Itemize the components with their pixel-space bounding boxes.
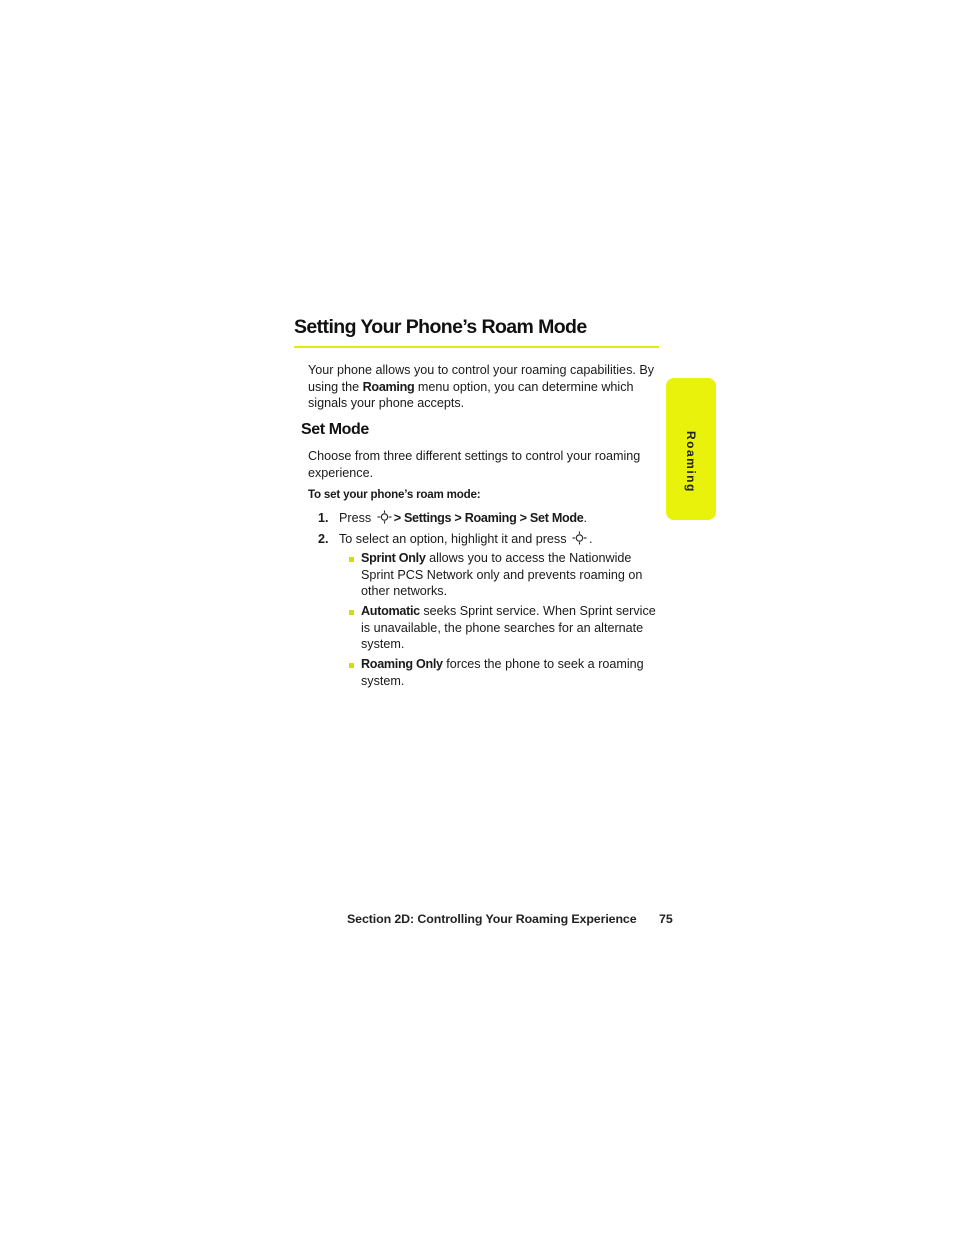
step-text: To select an option, highlight it and press [339, 532, 571, 546]
intro-paragraph [308, 362, 664, 412]
footer-section-title: Section 2D: Controlling Your Roaming Experience [347, 912, 637, 926]
nav-key-icon [377, 510, 392, 524]
page-number: 75 [659, 912, 673, 926]
step-number: 2. [318, 532, 329, 546]
intro-roaming-bold: Roaming [362, 379, 415, 394]
section-tab-label: Roaming [684, 431, 698, 493]
option-name: Automatic [361, 604, 420, 618]
option-description: seeks Sprint service. When Sprint service is unavailable, the phone searches for an alternate system. [361, 604, 656, 651]
page-title: Setting Your Phone’s Roam Mode [294, 316, 659, 348]
menu-path: > Settings > Roaming > Set Mode [393, 511, 584, 525]
options-list [348, 550, 660, 693]
step-text: Press [339, 511, 375, 525]
nav-key-icon [572, 531, 587, 545]
set-mode-description: Choose from three different settings to control your roaming experience. [308, 449, 641, 480]
step-1 [318, 510, 663, 527]
option-name: Roaming Only [361, 657, 443, 671]
list-item [348, 550, 660, 600]
procedure-heading: To set your phone’s roam mode: [308, 488, 481, 501]
step-number: 1. [318, 511, 329, 525]
list-item [348, 603, 660, 653]
step-text-end: . [583, 511, 587, 525]
option-name: Sprint Only [361, 551, 426, 565]
step-text-end: . [589, 532, 593, 546]
step-2 [318, 531, 663, 548]
bullet-icon [349, 663, 354, 668]
bullet-icon [349, 557, 354, 562]
bullet-icon [349, 610, 354, 615]
intro-text-2: menu option, you can determine which signals your phone accepts. [308, 379, 634, 410]
option-description: allows you to access the Nationwide Sprint PCS Network only and prevents roaming on other networks. [361, 551, 643, 598]
set-mode-heading: Set Mode [301, 421, 369, 438]
list-item [348, 656, 660, 689]
option-description: forces the phone to seek a roaming system. [361, 657, 644, 688]
intro-text-1: Your phone allows you to control your roaming capabilities. By using the [308, 363, 655, 394]
